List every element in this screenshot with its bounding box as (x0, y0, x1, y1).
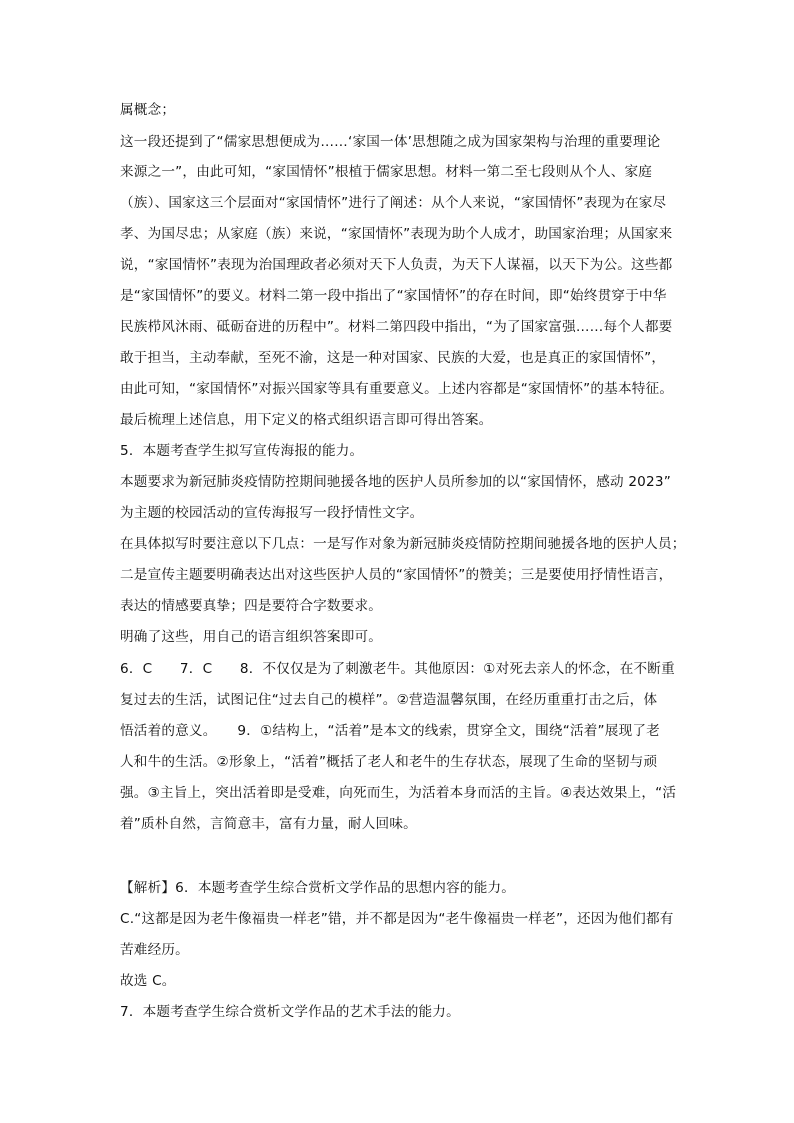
text-line: 本题要求为新冠肺炎疫情防控期间驰援各地的医护人员所参加的以“家国情怀，感动 2023” (120, 474, 671, 490)
text-line: 在具体拟写时要注意以下几点：一是写作对象为新冠肺炎疫情防控期间驰援各地的医护人员； (120, 536, 686, 552)
text-line: 为主题的校园活动的宣传海报写一段抒情性文字。 (120, 505, 424, 521)
text-line: C.“这都是因为老牛像福贵一样老”错，并不都是因为“老牛像福贵一样老”，还因为他们都有 (120, 911, 674, 927)
text-line: 强。③主旨上，突出活着即是受难，向死而生，为活着本身而活的主旨。④表达效果上，“活 (120, 785, 677, 801)
text-line: 说，“家国情怀”表现为治国理政者必须对天下人负责，为天下人谋福，以天下为公。这些都 (120, 257, 673, 273)
text-line: 着”质朴自然，言简意丰，富有力量，耐人回味。 (120, 816, 417, 832)
text-line: 人和牛的生活。②形象上，“活着”概括了老人和老牛的生存状态，展现了生命的坚韧与顽 (120, 754, 658, 770)
text-line: （族）、国家这三个层面对“家国情怀”进行了阐述：从个人来说，“家国情怀”表现为在家尽 (120, 195, 667, 211)
text-line: 【解析】6．本题考查学生综合赏析文学作品的思想内容的能力。 (120, 880, 516, 896)
text-line: 最后梳理上述信息，用下定义的格式组织语言即可得出答案。 (120, 412, 493, 428)
text-line: 7．本题考查学生综合赏析文学作品的艺术手法的能力。 (120, 1004, 460, 1020)
text-line: 属概念； (120, 102, 176, 118)
text-line: 来源之一”，由此可知，“家国情怀”根植于儒家思想。材料一第二至七段则从个人、家庭 (120, 164, 653, 180)
text-line: 表达的情感要真挚；四是要符合字数要求。 (120, 598, 383, 614)
text-line: 5．本题考查学生拟写宣传海报的能力。 (120, 443, 364, 459)
text-line: 苦难经历。 (120, 942, 189, 958)
text-line: 6．C 7．C 8．不仅仅是为了刺激老牛。其他原因：①对死去亲人的怀念，在不断重 (120, 661, 675, 677)
text-line: 民族栉风沐雨、砥砺奋进的历程中”。材料二第四段中指出，“为了国家富强……每个人都要 (120, 319, 673, 335)
text-line: 孝、为国尽忠；从家庭（族）来说，“家国情怀”表现为助个人成才，助国家治理；从国家来 (120, 226, 673, 242)
text-line: 敢于担当，主动奉献，至死不渝，这是一种对国家、民族的大爱，也是真正的家国情怀”， (120, 350, 666, 366)
text-line: 明确了这些，用自己的语言组织答案即可。 (120, 629, 383, 645)
text-line: 故选 C。 (120, 973, 176, 989)
text-line: 这一段还提到了“儒家思想便成为……‘家国一体’思想随之成为国家架构与治理的重要理论 (120, 134, 661, 150)
text-line: 由此可知，“家国情怀”对振兴国家等具有重要意义。上述内容都是“家国情怀”的基本特征。 (120, 381, 674, 397)
text-line: 悟活着的意义。 9．①结构上，“活着”是本文的线索，贯穿全文，围绕“活着”展现了老 (120, 723, 660, 739)
text-line: 是“家国情怀”的要义。材料二第一段中指出了“家国情怀”的存在时间，即“始终贯穿于中华 (120, 288, 667, 304)
text-line: 复过去的生活，试图记住“过去自己的模样”。②营造温馨氛围，在经历重重打击之后，体 (120, 692, 658, 708)
text-line: 二是宣传主题要明确表达出对这些医护人员的“家国情怀”的赞美；三是要使用抒情性语言， (120, 567, 673, 583)
